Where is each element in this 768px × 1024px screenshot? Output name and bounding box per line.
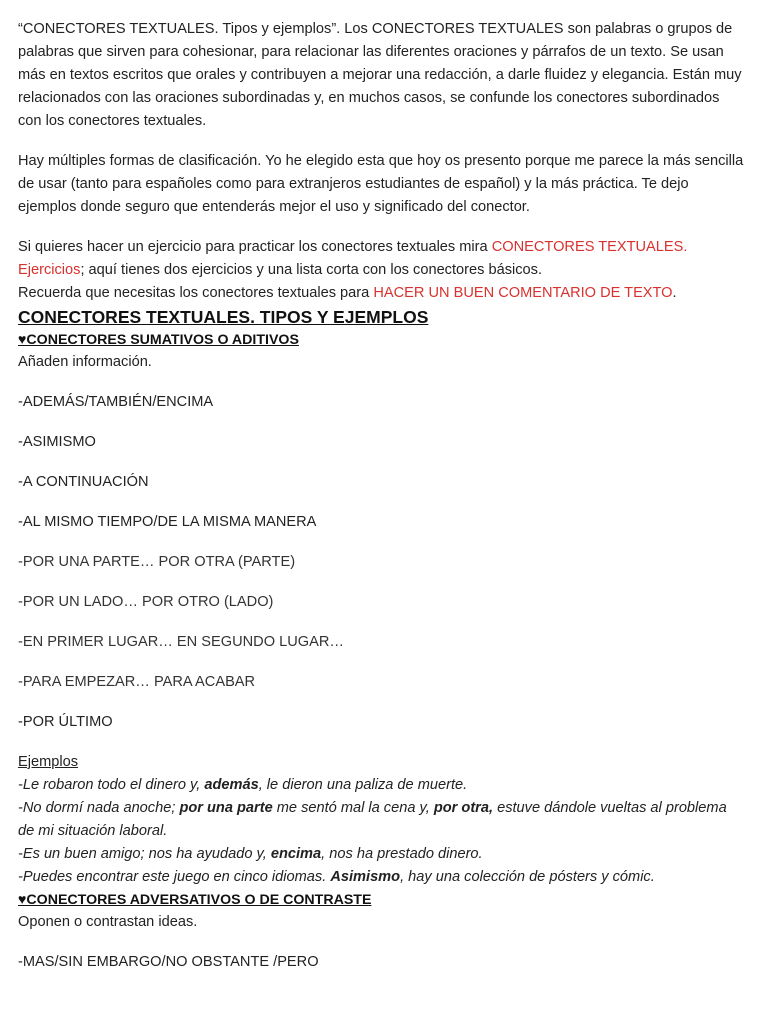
example-1-part-a: -Le robaron todo el dinero y, [18, 777, 205, 793]
example-4-part-a: -Puedes encontrar este juego en cinco idiomas. [18, 869, 331, 885]
example-2-connector-1: por una parte [179, 800, 273, 816]
example-4 [18, 866, 744, 889]
sumativos-item: -POR ÚLTIMO [18, 714, 113, 730]
example-4-part-c: , hay una colección de pósters y cómic. [400, 869, 655, 885]
example-2 [18, 797, 744, 843]
sumativos-item: -ASIMISMO [18, 434, 96, 450]
comentario-link[interactable]: HACER UN BUEN COMENTARIO DE TEXTO [373, 285, 673, 301]
sumativos-item: -POR UN LADO… POR OTRO (LADO) [18, 594, 274, 610]
intro-paragraph-1: “CONECTORES TEXTUALES. Tipos y ejemplos”. Los CONECTORES TEXTUALES son palabras o grupos de palabras que sirven para cohesionar, para relacionar las diferentes oraciones y párrafos de un texto. Se usan más en textos escritos que orales y contribuyen a mejorar una redacción, a darle fluidez y elegancia. Están muy relacionados con las oraciones subordinadas y, en muchos casos, se confunde los conectores subordinados con los conectores textuales. [18, 21, 742, 129]
intro-p3-text-after: ; aquí tienes dos ejercicios y una lista corta con los conectores básicos. [80, 262, 543, 278]
example-2-part-e: estuve dándole vueltas al problema de mi situación laboral. [18, 800, 727, 839]
example-1-connector: además [204, 777, 259, 793]
sumativos-item: -A CONTINUACIÓN [18, 474, 149, 490]
sumativos-item: -AL MISMO TIEMPO/DE LA MISMA MANERA [18, 514, 317, 530]
example-3 [18, 843, 744, 866]
example-4-connector: Asimismo [330, 869, 401, 885]
sumativos-item: -ADEMÁS/TAMBIÉN/ENCIMA [18, 394, 214, 410]
sumativos-item: -POR UNA PARTE… POR OTRA (PARTE) [18, 554, 296, 570]
example-2-part-a: -No dormí nada anoche; [18, 800, 180, 816]
example-3-part-a: -Es un buen amigo; nos ha ayudado y, [18, 846, 271, 862]
adversativos-description: Oponen o contrastan ideas. [18, 914, 198, 930]
main-title: CONECTORES TEXTUALES. TIPOS Y EJEMPLOS [18, 307, 429, 327]
adversativos-heading: ♥CONECTORES ADVERSATIVOS O DE CONTRASTE [18, 892, 372, 908]
sumativos-item: -EN PRIMER LUGAR… EN SEGUNDO LUGAR… [18, 634, 344, 650]
example-1 [18, 774, 744, 797]
example-1-part-c: , le dieron una paliza de muerte. [258, 777, 468, 793]
example-3-connector: encima [270, 846, 322, 862]
intro-paragraph-3 [18, 236, 744, 282]
intro-p3-text-before: Si quieres hacer un ejercicio para practicar los conectores textuales mira [18, 239, 492, 255]
example-2-connector-2: por otra, [433, 800, 494, 816]
sumativos-item: -PARA EMPEZAR… PARA ACABAR [18, 674, 256, 690]
sumativos-description: Añaden información. [18, 354, 152, 370]
adversativos-item: -MAS/SIN EMBARGO/NO OBSTANTE /PERO [18, 954, 319, 970]
example-3-part-c: , nos ha prestado dinero. [321, 846, 483, 862]
intro-p4-text-before: Recuerda que necesitas los conectores textuales para [18, 285, 374, 301]
exercises-link[interactable]: CONECTORES TEXTUALES. Ejercicios [18, 239, 688, 278]
examples-title: Ejemplos [18, 754, 79, 770]
intro-paragraph-4 [18, 282, 744, 305]
example-2-part-c: me sentó mal la cena y, [272, 800, 434, 816]
intro-p4-text-after: . [672, 285, 677, 301]
sumativos-heading: ♥CONECTORES SUMATIVOS O ADITIVOS [18, 332, 299, 348]
intro-paragraph-2: Hay múltiples formas de clasificación. Yo he elegido esta que hoy os presento porque me parece la más sencilla de usar (tanto para españoles como para extranjeros estudiantes de español) y la más práctica. Te dejo ejemplos donde seguro que entenderás mejor el uso y significado del conector. [18, 153, 744, 215]
